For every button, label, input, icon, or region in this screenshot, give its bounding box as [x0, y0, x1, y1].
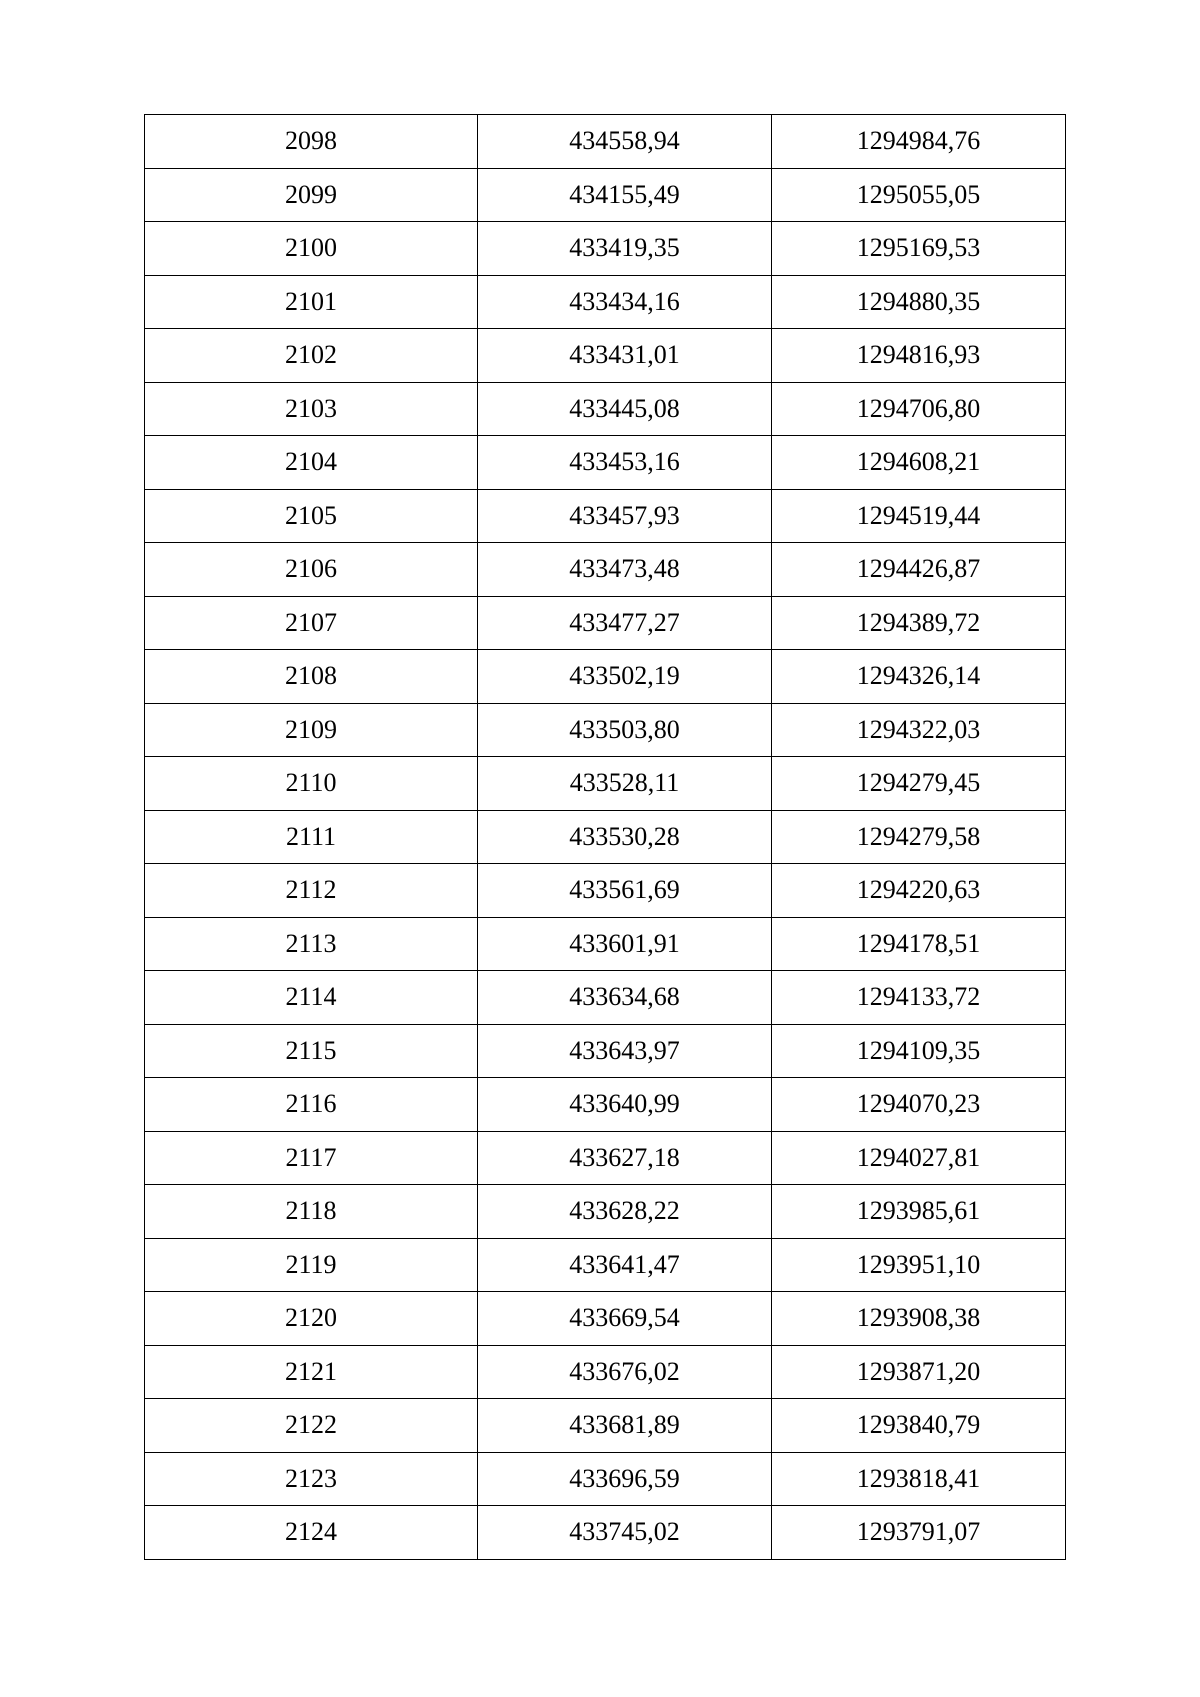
x-coordinate-cell: 434558,94 — [478, 115, 772, 169]
point-number-cell: 2119 — [145, 1238, 478, 1292]
y-coordinate-cell: 1294133,72 — [772, 971, 1066, 1025]
point-number-cell: 2116 — [145, 1078, 478, 1132]
x-coordinate-cell: 433669,54 — [478, 1292, 772, 1346]
y-coordinate-cell: 1293908,38 — [772, 1292, 1066, 1346]
x-coordinate-cell: 433601,91 — [478, 917, 772, 971]
point-number-cell: 2099 — [145, 168, 478, 222]
point-number-cell: 2117 — [145, 1131, 478, 1185]
coordinates-table — [144, 114, 1066, 1560]
x-coordinate-cell: 433561,69 — [478, 864, 772, 918]
table-row — [145, 917, 1066, 971]
table-row — [145, 1292, 1066, 1346]
y-coordinate-cell: 1294608,21 — [772, 436, 1066, 490]
y-coordinate-cell: 1294984,76 — [772, 115, 1066, 169]
table-row — [145, 1345, 1066, 1399]
table-row — [145, 971, 1066, 1025]
x-coordinate-cell: 433477,27 — [478, 596, 772, 650]
point-number-cell: 2114 — [145, 971, 478, 1025]
x-coordinate-cell: 433502,19 — [478, 650, 772, 704]
point-number-cell: 2100 — [145, 222, 478, 276]
x-coordinate-cell: 433745,02 — [478, 1506, 772, 1560]
table-row — [145, 115, 1066, 169]
point-number-cell: 2115 — [145, 1024, 478, 1078]
x-coordinate-cell: 433696,59 — [478, 1452, 772, 1506]
x-coordinate-cell: 433457,93 — [478, 489, 772, 543]
point-number-cell: 2104 — [145, 436, 478, 490]
table-row — [145, 275, 1066, 329]
x-coordinate-cell: 433643,97 — [478, 1024, 772, 1078]
x-coordinate-cell: 433640,99 — [478, 1078, 772, 1132]
x-coordinate-cell: 433434,16 — [478, 275, 772, 329]
table-row — [145, 1399, 1066, 1453]
point-number-cell: 2110 — [145, 757, 478, 811]
y-coordinate-cell: 1294389,72 — [772, 596, 1066, 650]
table-row — [145, 596, 1066, 650]
point-number-cell: 2111 — [145, 810, 478, 864]
y-coordinate-cell: 1293791,07 — [772, 1506, 1066, 1560]
y-coordinate-cell: 1295055,05 — [772, 168, 1066, 222]
table-row — [145, 757, 1066, 811]
point-number-cell: 2108 — [145, 650, 478, 704]
point-number-cell: 2101 — [145, 275, 478, 329]
point-number-cell: 2112 — [145, 864, 478, 918]
table-row — [145, 1506, 1066, 1560]
point-number-cell: 2118 — [145, 1185, 478, 1239]
x-coordinate-cell: 433453,16 — [478, 436, 772, 490]
y-coordinate-cell: 1294706,80 — [772, 382, 1066, 436]
x-coordinate-cell: 433503,80 — [478, 703, 772, 757]
x-coordinate-cell: 433473,48 — [478, 543, 772, 597]
table-row — [145, 329, 1066, 383]
x-coordinate-cell: 433641,47 — [478, 1238, 772, 1292]
table-row — [145, 436, 1066, 490]
x-coordinate-cell: 433676,02 — [478, 1345, 772, 1399]
point-number-cell: 2124 — [145, 1506, 478, 1560]
y-coordinate-cell: 1294426,87 — [772, 543, 1066, 597]
y-coordinate-cell: 1294326,14 — [772, 650, 1066, 704]
point-number-cell: 2098 — [145, 115, 478, 169]
x-coordinate-cell: 433528,11 — [478, 757, 772, 811]
y-coordinate-cell: 1293871,20 — [772, 1345, 1066, 1399]
x-coordinate-cell: 433634,68 — [478, 971, 772, 1025]
point-number-cell: 2106 — [145, 543, 478, 597]
table-row — [145, 1131, 1066, 1185]
table-row — [145, 1238, 1066, 1292]
point-number-cell: 2103 — [145, 382, 478, 436]
y-coordinate-cell: 1293840,79 — [772, 1399, 1066, 1453]
table-row — [145, 810, 1066, 864]
table-row — [145, 168, 1066, 222]
table-row — [145, 703, 1066, 757]
table-row — [145, 1185, 1066, 1239]
y-coordinate-cell: 1294816,93 — [772, 329, 1066, 383]
y-coordinate-cell: 1293818,41 — [772, 1452, 1066, 1506]
point-number-cell: 2102 — [145, 329, 478, 383]
y-coordinate-cell: 1294109,35 — [772, 1024, 1066, 1078]
x-coordinate-cell: 433431,01 — [478, 329, 772, 383]
y-coordinate-cell: 1294519,44 — [772, 489, 1066, 543]
y-coordinate-cell: 1294279,58 — [772, 810, 1066, 864]
point-number-cell: 2121 — [145, 1345, 478, 1399]
coordinates-table-body — [145, 115, 1066, 1560]
point-number-cell: 2109 — [145, 703, 478, 757]
point-number-cell: 2123 — [145, 1452, 478, 1506]
table-row — [145, 1078, 1066, 1132]
y-coordinate-cell: 1294279,45 — [772, 757, 1066, 811]
y-coordinate-cell: 1294027,81 — [772, 1131, 1066, 1185]
y-coordinate-cell: 1294322,03 — [772, 703, 1066, 757]
y-coordinate-cell: 1295169,53 — [772, 222, 1066, 276]
point-number-cell: 2113 — [145, 917, 478, 971]
table-row — [145, 1452, 1066, 1506]
table-row — [145, 382, 1066, 436]
y-coordinate-cell: 1294880,35 — [772, 275, 1066, 329]
point-number-cell: 2105 — [145, 489, 478, 543]
table-row — [145, 543, 1066, 597]
x-coordinate-cell: 433628,22 — [478, 1185, 772, 1239]
x-coordinate-cell: 434155,49 — [478, 168, 772, 222]
y-coordinate-cell: 1293951,10 — [772, 1238, 1066, 1292]
x-coordinate-cell: 433627,18 — [478, 1131, 772, 1185]
point-number-cell: 2120 — [145, 1292, 478, 1346]
x-coordinate-cell: 433530,28 — [478, 810, 772, 864]
table-row — [145, 1024, 1066, 1078]
x-coordinate-cell: 433419,35 — [478, 222, 772, 276]
y-coordinate-cell: 1294178,51 — [772, 917, 1066, 971]
x-coordinate-cell: 433445,08 — [478, 382, 772, 436]
point-number-cell: 2122 — [145, 1399, 478, 1453]
point-number-cell: 2107 — [145, 596, 478, 650]
y-coordinate-cell: 1294070,23 — [772, 1078, 1066, 1132]
table-row — [145, 222, 1066, 276]
table-row — [145, 489, 1066, 543]
x-coordinate-cell: 433681,89 — [478, 1399, 772, 1453]
table-row — [145, 864, 1066, 918]
y-coordinate-cell: 1294220,63 — [772, 864, 1066, 918]
table-row — [145, 650, 1066, 704]
y-coordinate-cell: 1293985,61 — [772, 1185, 1066, 1239]
